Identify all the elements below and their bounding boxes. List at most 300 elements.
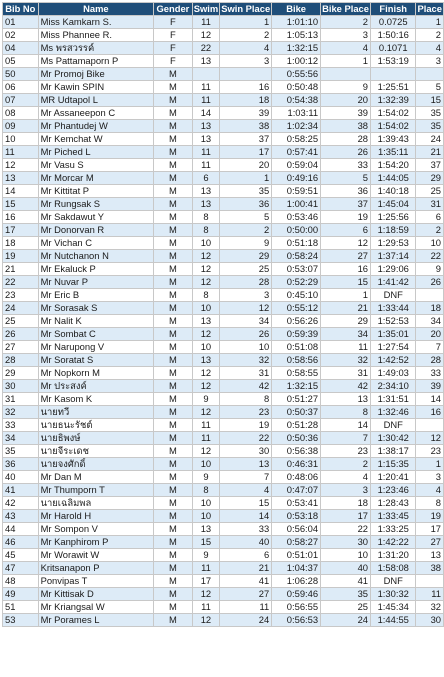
bike-time-cell[interactable]: 1:32:15 [272, 380, 321, 393]
bike-place-cell[interactable]: 7 [321, 432, 371, 445]
place-cell[interactable]: 14 [416, 393, 444, 406]
place-cell[interactable]: 8 [416, 497, 444, 510]
table-row[interactable] [3, 133, 444, 146]
place-cell[interactable]: 24 [416, 133, 444, 146]
bike-time-cell[interactable]: 0:46:31 [272, 458, 321, 471]
bib-no-cell[interactable]: 41 [3, 484, 39, 497]
name-cell[interactable]: Mr Kittitat P [38, 185, 154, 198]
bike-time-cell[interactable]: 0:56:53 [272, 614, 321, 627]
gender-cell[interactable]: M [154, 289, 193, 302]
bike-time-cell[interactable]: 1:04:37 [272, 562, 321, 575]
finish-time-cell[interactable]: 1:30:32 [371, 588, 416, 601]
bike-place-cell[interactable]: 22 [321, 523, 371, 536]
bike-place-cell[interactable]: 38 [321, 120, 371, 133]
swim-place-cell[interactable]: 33 [220, 523, 272, 536]
name-cell[interactable]: นายธนะรัชต์ [38, 419, 154, 432]
swim-cell[interactable]: 17 [192, 575, 220, 588]
place-cell[interactable]: 23 [416, 445, 444, 458]
name-cell[interactable]: Ms พรสวรรค์ [38, 42, 154, 55]
swim-place-cell[interactable]: 7 [220, 471, 272, 484]
swim-cell[interactable]: 11 [192, 94, 220, 107]
swim-place-cell[interactable]: 22 [220, 432, 272, 445]
bib-no-cell[interactable]: 40 [3, 471, 39, 484]
table-row[interactable] [3, 68, 444, 81]
bike-place-cell[interactable]: 20 [321, 94, 371, 107]
table-row[interactable] [3, 16, 444, 29]
swim-cell[interactable]: 13 [192, 315, 220, 328]
finish-time-cell[interactable]: 1:38:17 [371, 445, 416, 458]
name-cell[interactable]: Mr Kasom K [38, 393, 154, 406]
place-cell[interactable]: 25 [416, 185, 444, 198]
bib-no-cell[interactable]: 18 [3, 237, 39, 250]
swim-cell[interactable]: 12 [192, 276, 220, 289]
bike-time-cell[interactable]: 0:52:29 [272, 276, 321, 289]
swim-cell[interactable]: 12 [192, 614, 220, 627]
swim-cell[interactable]: 11 [192, 159, 220, 172]
bib-no-cell[interactable]: 15 [3, 198, 39, 211]
name-cell[interactable]: Ms Pattamaporn P [38, 55, 154, 68]
bib-no-cell[interactable]: 13 [3, 172, 39, 185]
bike-time-cell[interactable]: 0:58:24 [272, 250, 321, 263]
name-cell[interactable]: Mr Narupong V [38, 341, 154, 354]
bib-no-cell[interactable]: 51 [3, 601, 39, 614]
finish-time-cell[interactable]: DNF [371, 575, 416, 588]
bike-place-cell[interactable]: 9 [321, 81, 371, 94]
finish-time-cell[interactable]: 1:45:04 [371, 198, 416, 211]
swim-place-cell[interactable]: 6 [220, 549, 272, 562]
place-cell[interactable]: 30 [416, 614, 444, 627]
gender-cell[interactable]: M [154, 159, 193, 172]
name-cell[interactable]: Mr Dan M [38, 471, 154, 484]
bike-time-cell[interactable]: 0:58:55 [272, 367, 321, 380]
table-row[interactable] [3, 55, 444, 68]
header-finish[interactable]: Finish [371, 3, 416, 16]
swim-cell[interactable]: 12 [192, 406, 220, 419]
swim-place-cell[interactable]: 31 [220, 367, 272, 380]
gender-cell[interactable]: F [154, 42, 193, 55]
finish-time-cell[interactable]: DNF [371, 419, 416, 432]
bike-place-cell[interactable]: 32 [321, 354, 371, 367]
bike-time-cell[interactable]: 1:00:12 [272, 55, 321, 68]
bib-no-cell[interactable]: 23 [3, 289, 39, 302]
bib-no-cell[interactable]: 28 [3, 354, 39, 367]
table-row[interactable] [3, 315, 444, 328]
bib-no-cell[interactable]: 06 [3, 81, 39, 94]
swim-place-cell[interactable]: 39 [220, 107, 272, 120]
name-cell[interactable]: Mr Morcar M [38, 172, 154, 185]
name-cell[interactable]: นายจงศักดิ์ [38, 458, 154, 471]
place-cell[interactable]: 35 [416, 107, 444, 120]
swim-cell[interactable]: 12 [192, 328, 220, 341]
swim-cell[interactable]: 11 [192, 562, 220, 575]
finish-time-cell[interactable]: 1:35:01 [371, 328, 416, 341]
bike-time-cell[interactable]: 0:47:07 [272, 484, 321, 497]
bib-no-cell[interactable]: 42 [3, 497, 39, 510]
bike-time-cell[interactable]: 0:58:25 [272, 133, 321, 146]
finish-time-cell[interactable]: 1:20:41 [371, 471, 416, 484]
place-cell[interactable]: 21 [416, 146, 444, 159]
table-row[interactable] [3, 341, 444, 354]
table-row[interactable] [3, 250, 444, 263]
table-row[interactable] [3, 159, 444, 172]
finish-time-cell[interactable]: 1:23:46 [371, 484, 416, 497]
bike-place-cell[interactable]: 12 [321, 237, 371, 250]
place-cell[interactable] [416, 68, 444, 81]
name-cell[interactable]: นายธิพงษ์ [38, 432, 154, 445]
bike-place-cell[interactable]: 5 [321, 172, 371, 185]
table-row[interactable] [3, 562, 444, 575]
place-cell[interactable] [416, 289, 444, 302]
gender-cell[interactable]: M [154, 224, 193, 237]
place-cell[interactable]: 39 [416, 380, 444, 393]
place-cell[interactable]: 4 [416, 42, 444, 55]
swim-cell[interactable]: 8 [192, 484, 220, 497]
bike-time-cell[interactable]: 0:58:56 [272, 354, 321, 367]
table-row[interactable] [3, 120, 444, 133]
place-cell[interactable] [416, 419, 444, 432]
table-row[interactable] [3, 367, 444, 380]
table-row[interactable] [3, 276, 444, 289]
bike-time-cell[interactable]: 0:57:41 [272, 146, 321, 159]
place-cell[interactable]: 28 [416, 354, 444, 367]
name-cell[interactable]: MR Udtapol L [38, 94, 154, 107]
swim-place-cell[interactable]: 32 [220, 354, 272, 367]
swim-place-cell[interactable]: 42 [220, 380, 272, 393]
bib-no-cell[interactable]: 45 [3, 549, 39, 562]
swim-place-cell[interactable]: 16 [220, 81, 272, 94]
swim-cell[interactable]: 14 [192, 107, 220, 120]
place-cell[interactable]: 31 [416, 198, 444, 211]
finish-time-cell[interactable]: 1:42:52 [371, 354, 416, 367]
bike-place-cell[interactable]: 33 [321, 159, 371, 172]
bib-no-cell[interactable]: 11 [3, 146, 39, 159]
gender-cell[interactable]: M [154, 263, 193, 276]
bike-place-cell[interactable]: 4 [321, 42, 371, 55]
swim-cell[interactable]: 13 [192, 133, 220, 146]
bike-time-cell[interactable]: 1:00:41 [272, 198, 321, 211]
bike-place-cell[interactable]: 40 [321, 562, 371, 575]
name-cell[interactable]: Mr Ekaluck P [38, 263, 154, 276]
place-cell[interactable]: 10 [416, 237, 444, 250]
name-cell[interactable]: Mr Kanphirom P [38, 536, 154, 549]
bib-no-cell[interactable]: 35 [3, 445, 39, 458]
swim-cell[interactable]: 11 [192, 432, 220, 445]
bike-time-cell[interactable]: 1:06:28 [272, 575, 321, 588]
bib-no-cell[interactable]: 17 [3, 224, 39, 237]
swim-place-cell[interactable]: 19 [220, 419, 272, 432]
table-row[interactable] [3, 29, 444, 42]
name-cell[interactable]: Mr Sakdawut Y [38, 211, 154, 224]
bike-time-cell[interactable]: 0:59:39 [272, 328, 321, 341]
swim-place-cell[interactable]: 14 [220, 510, 272, 523]
bike-time-cell[interactable]: 0:50:48 [272, 81, 321, 94]
bib-no-cell[interactable]: 36 [3, 458, 39, 471]
bike-place-cell[interactable]: 30 [321, 536, 371, 549]
header-bike-place[interactable]: Bike Place [322, 3, 369, 14]
bike-time-cell[interactable]: 0:53:07 [272, 263, 321, 276]
bike-time-cell[interactable]: 0:55:12 [272, 302, 321, 315]
name-cell[interactable]: Mr Nuvar P [38, 276, 154, 289]
bike-place-cell[interactable]: 2 [321, 458, 371, 471]
bib-no-cell[interactable]: 32 [3, 406, 39, 419]
finish-time-cell[interactable]: 1:54:02 [371, 120, 416, 133]
bike-time-cell[interactable]: 1:01:10 [272, 16, 321, 29]
bike-place-cell[interactable]: 37 [321, 198, 371, 211]
gender-cell[interactable]: M [154, 133, 193, 146]
finish-time-cell[interactable]: 1:25:56 [371, 211, 416, 224]
place-cell[interactable]: 37 [416, 159, 444, 172]
bike-place-cell[interactable]: 42 [321, 380, 371, 393]
bike-time-cell[interactable]: 0:53:46 [272, 211, 321, 224]
gender-cell[interactable]: M [154, 432, 193, 445]
bike-place-cell[interactable] [321, 68, 371, 81]
swim-cell[interactable]: 10 [192, 302, 220, 315]
bike-place-cell[interactable]: 4 [321, 471, 371, 484]
bib-no-cell[interactable]: 48 [3, 575, 39, 588]
name-cell[interactable]: Mr Sombat C [38, 328, 154, 341]
gender-cell[interactable]: M [154, 328, 193, 341]
bib-no-cell[interactable]: 34 [3, 432, 39, 445]
gender-cell[interactable]: M [154, 250, 193, 263]
gender-cell[interactable]: M [154, 315, 193, 328]
bike-place-cell[interactable]: 14 [321, 419, 371, 432]
gender-cell[interactable]: M [154, 146, 193, 159]
header-swim-place[interactable]: Swin Place [221, 3, 271, 14]
swim-place-cell[interactable]: 27 [220, 588, 272, 601]
swim-cell[interactable]: 12 [192, 367, 220, 380]
place-cell[interactable]: 9 [416, 263, 444, 276]
name-cell[interactable]: Mr Piched L [38, 146, 154, 159]
swim-cell[interactable]: 8 [192, 224, 220, 237]
swim-cell[interactable]: 13 [192, 523, 220, 536]
gender-cell[interactable]: M [154, 172, 193, 185]
finish-time-cell[interactable]: 1:32:46 [371, 406, 416, 419]
place-cell[interactable]: 20 [416, 328, 444, 341]
swim-place-cell[interactable]: 11 [220, 601, 272, 614]
bib-no-cell[interactable]: 10 [3, 133, 39, 146]
bib-no-cell[interactable]: 31 [3, 393, 39, 406]
swim-cell[interactable]: 8 [192, 211, 220, 224]
table-row[interactable] [3, 94, 444, 107]
table-row[interactable] [3, 237, 444, 250]
swim-cell[interactable]: 12 [192, 250, 220, 263]
swim-cell[interactable]: 13 [192, 120, 220, 133]
place-cell[interactable]: 12 [416, 432, 444, 445]
bike-place-cell[interactable]: 15 [321, 276, 371, 289]
bike-place-cell[interactable]: 18 [321, 497, 371, 510]
header-swim[interactable]: Swim [193, 3, 219, 14]
finish-time-cell[interactable]: 1:18:59 [371, 224, 416, 237]
swim-place-cell[interactable]: 2 [220, 224, 272, 237]
finish-time-cell[interactable]: 1:33:45 [371, 510, 416, 523]
swim-cell[interactable]: 10 [192, 237, 220, 250]
swim-place-cell[interactable]: 29 [220, 250, 272, 263]
gender-cell[interactable]: M [154, 562, 193, 575]
swim-place-cell[interactable]: 37 [220, 133, 272, 146]
bike-place-cell[interactable]: 27 [321, 250, 371, 263]
swim-cell[interactable]: 10 [192, 458, 220, 471]
gender-cell[interactable]: M [154, 497, 193, 510]
gender-cell[interactable]: M [154, 120, 193, 133]
swim-place-cell[interactable]: 3 [220, 55, 272, 68]
swim-place-cell[interactable]: 15 [220, 497, 272, 510]
place-cell[interactable]: 16 [416, 406, 444, 419]
place-cell[interactable]: 1 [416, 458, 444, 471]
finish-time-cell[interactable]: 1:52:53 [371, 315, 416, 328]
finish-time-cell[interactable]: 1:29:06 [371, 263, 416, 276]
place-cell[interactable]: 26 [416, 276, 444, 289]
place-cell[interactable]: 6 [416, 211, 444, 224]
swim-place-cell[interactable]: 18 [220, 94, 272, 107]
gender-cell[interactable]: M [154, 406, 193, 419]
bike-time-cell[interactable]: 1:05:13 [272, 29, 321, 42]
table-row[interactable] [3, 432, 444, 445]
swim-cell[interactable]: 9 [192, 549, 220, 562]
gender-cell[interactable]: F [154, 29, 193, 42]
swim-cell[interactable]: 15 [192, 536, 220, 549]
header-bike[interactable]: Bike [272, 3, 321, 16]
table-row[interactable] [3, 510, 444, 523]
bib-no-cell[interactable]: 46 [3, 536, 39, 549]
swim-place-cell[interactable]: 1 [220, 16, 272, 29]
finish-time-cell[interactable]: 1:41:42 [371, 276, 416, 289]
bike-time-cell[interactable]: 0:51:18 [272, 237, 321, 250]
table-row[interactable] [3, 419, 444, 432]
bib-no-cell[interactable]: 49 [3, 588, 39, 601]
bike-place-cell[interactable]: 3 [321, 484, 371, 497]
bike-place-cell[interactable]: 23 [321, 445, 371, 458]
gender-cell[interactable]: M [154, 185, 193, 198]
bike-place-cell[interactable]: 10 [321, 549, 371, 562]
bike-place-cell[interactable]: 17 [321, 510, 371, 523]
gender-cell[interactable]: M [154, 445, 193, 458]
finish-time-cell[interactable]: 1:15:35 [371, 458, 416, 471]
gender-cell[interactable]: M [154, 367, 193, 380]
table-row[interactable] [3, 406, 444, 419]
swim-place-cell[interactable]: 12 [220, 302, 272, 315]
bike-time-cell[interactable]: 0:59:46 [272, 588, 321, 601]
place-cell[interactable]: 2 [416, 224, 444, 237]
name-cell[interactable]: Mr Nutchanon N [38, 250, 154, 263]
swim-place-cell[interactable]: 9 [220, 237, 272, 250]
bike-time-cell[interactable]: 0:59:51 [272, 185, 321, 198]
swim-cell[interactable]: 12 [192, 29, 220, 42]
name-cell[interactable]: Mr Worawit W [38, 549, 154, 562]
bike-time-cell[interactable]: 0:50:36 [272, 432, 321, 445]
finish-time-cell[interactable]: 1:35:11 [371, 146, 416, 159]
gender-cell[interactable]: M [154, 484, 193, 497]
gender-cell[interactable]: M [154, 393, 193, 406]
finish-time-cell[interactable]: 1:32:39 [371, 94, 416, 107]
table-row[interactable] [3, 354, 444, 367]
bike-place-cell[interactable]: 26 [321, 146, 371, 159]
bike-place-cell[interactable]: 6 [321, 224, 371, 237]
gender-cell[interactable]: M [154, 237, 193, 250]
finish-time-cell[interactable]: 1:54:20 [371, 159, 416, 172]
name-cell[interactable]: Miss Phannee R. [38, 29, 154, 42]
finish-time-cell[interactable]: 1:50:16 [371, 29, 416, 42]
swim-place-cell[interactable] [220, 68, 272, 81]
name-cell[interactable]: Mr Kriangsal W [38, 601, 154, 614]
table-row[interactable] [3, 42, 444, 55]
bike-time-cell[interactable]: 0:48:06 [272, 471, 321, 484]
table-row[interactable] [3, 549, 444, 562]
bib-no-cell[interactable]: 21 [3, 263, 39, 276]
swim-cell[interactable]: 12 [192, 380, 220, 393]
table-row[interactable] [3, 484, 444, 497]
swim-place-cell[interactable]: 41 [220, 575, 272, 588]
finish-time-cell[interactable]: 0.0725 [371, 16, 416, 29]
swim-cell[interactable]: 11 [192, 419, 220, 432]
table-row[interactable] [3, 393, 444, 406]
bike-place-cell[interactable]: 3 [321, 29, 371, 42]
place-cell[interactable]: 27 [416, 536, 444, 549]
gender-cell[interactable]: M [154, 523, 193, 536]
bib-no-cell[interactable]: 09 [3, 120, 39, 133]
swim-cell[interactable]: 13 [192, 354, 220, 367]
table-row[interactable] [3, 536, 444, 549]
finish-time-cell[interactable]: 1:31:20 [371, 549, 416, 562]
finish-time-cell[interactable]: 1:33:25 [371, 523, 416, 536]
gender-cell[interactable]: M [154, 549, 193, 562]
bike-place-cell[interactable]: 35 [321, 588, 371, 601]
swim-place-cell[interactable]: 38 [220, 120, 272, 133]
table-row[interactable] [3, 198, 444, 211]
name-cell[interactable]: Mr ประสงค์ [38, 380, 154, 393]
place-cell[interactable]: 1 [416, 16, 444, 29]
table-row[interactable] [3, 224, 444, 237]
name-cell[interactable]: Mr Kemchat W [38, 133, 154, 146]
bike-place-cell[interactable]: 36 [321, 185, 371, 198]
bike-place-cell[interactable]: 28 [321, 133, 371, 146]
finish-time-cell[interactable]: 1:54:02 [371, 107, 416, 120]
name-cell[interactable]: Ponvipas T [38, 575, 154, 588]
name-cell[interactable]: Mr Nopkorn M [38, 367, 154, 380]
bike-place-cell[interactable]: 24 [321, 614, 371, 627]
swim-cell[interactable]: 22 [192, 42, 220, 55]
name-cell[interactable]: Mr Kawin SPIN [38, 81, 154, 94]
gender-cell[interactable]: M [154, 536, 193, 549]
bike-place-cell[interactable]: 29 [321, 315, 371, 328]
swim-place-cell[interactable]: 34 [220, 315, 272, 328]
bike-time-cell[interactable]: 0:56:26 [272, 315, 321, 328]
swim-cell[interactable]: 13 [192, 198, 220, 211]
bike-time-cell[interactable]: 1:02:34 [272, 120, 321, 133]
table-row[interactable] [3, 185, 444, 198]
place-cell[interactable]: 2 [416, 29, 444, 42]
bib-no-cell[interactable]: 27 [3, 341, 39, 354]
header-bib-no[interactable]: Bib No [3, 3, 39, 16]
bib-no-cell[interactable]: 33 [3, 419, 39, 432]
swim-place-cell[interactable]: 40 [220, 536, 272, 549]
place-cell[interactable]: 4 [416, 484, 444, 497]
gender-cell[interactable]: F [154, 55, 193, 68]
bib-no-cell[interactable]: 50 [3, 68, 39, 81]
swim-cell[interactable]: 9 [192, 393, 220, 406]
swim-place-cell[interactable]: 5 [220, 211, 272, 224]
gender-cell[interactable]: M [154, 211, 193, 224]
bike-time-cell[interactable]: 0:55:56 [272, 68, 321, 81]
place-cell[interactable]: 22 [416, 250, 444, 263]
name-cell[interactable]: นายทวี [38, 406, 154, 419]
gender-cell[interactable]: M [154, 614, 193, 627]
finish-time-cell[interactable]: 0.1071 [371, 42, 416, 55]
finish-time-cell[interactable]: 1:40:18 [371, 185, 416, 198]
bib-no-cell[interactable]: 05 [3, 55, 39, 68]
name-cell[interactable]: Mr Donorvan R [38, 224, 154, 237]
place-cell[interactable]: 11 [416, 588, 444, 601]
table-row[interactable] [3, 588, 444, 601]
